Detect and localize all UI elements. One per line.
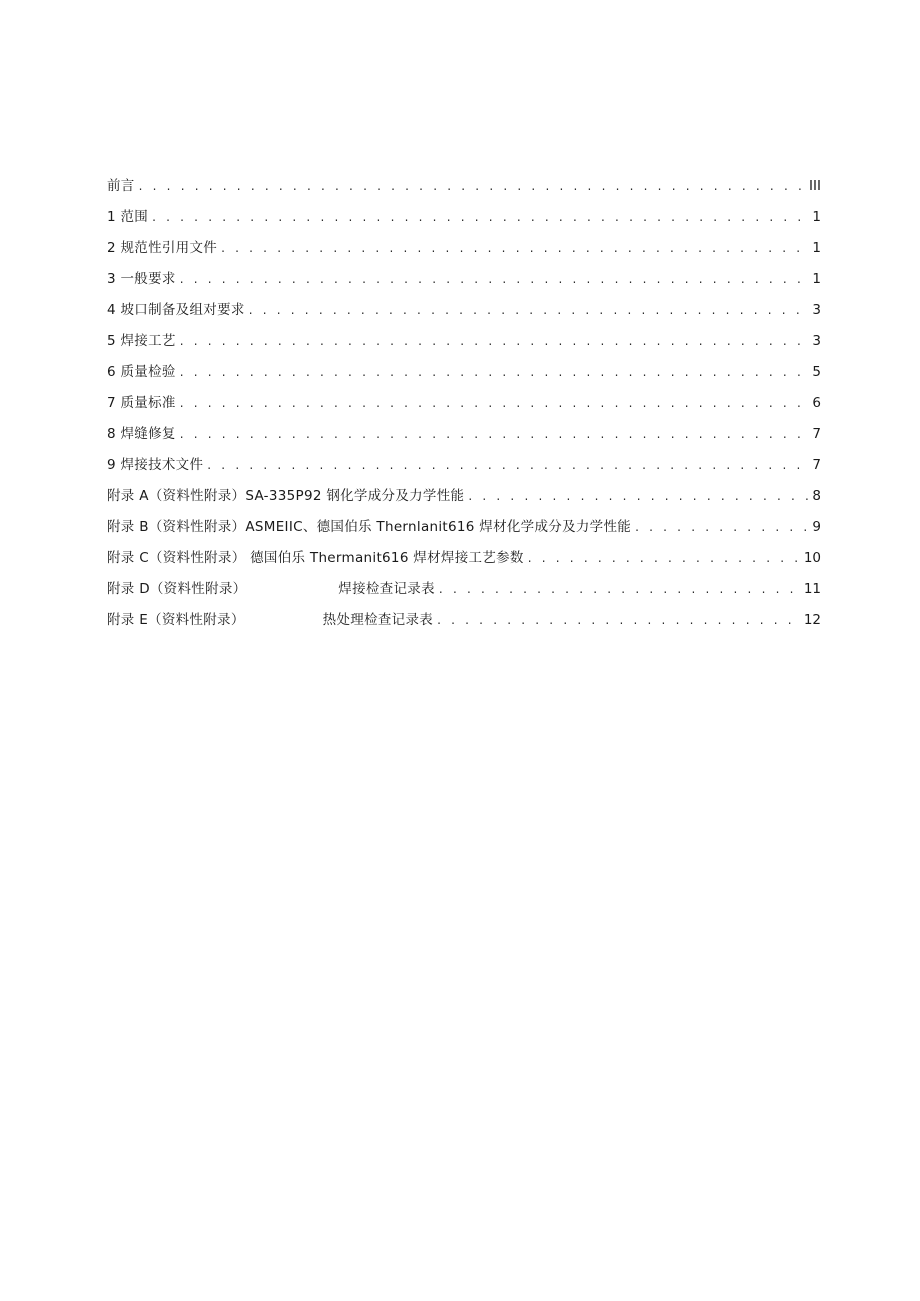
toc-entry-title: 附录 A（资料性附录）SA-335P92 钢化学成分及力学性能 <box>107 488 465 504</box>
toc-dot-leader <box>528 546 802 570</box>
toc-entry-normative-references[interactable] <box>107 236 821 267</box>
toc-entry-title: 6 质量检验 <box>107 364 176 380</box>
toc-page-number: 5 <box>812 364 821 380</box>
toc-dot-leader <box>437 608 802 632</box>
toc-dot-leader <box>180 267 811 291</box>
toc-dot-leader <box>139 174 807 198</box>
toc-dot-leader <box>180 422 811 446</box>
toc-entry-welding-process[interactable] <box>107 329 821 360</box>
toc-entry-title: 9 焊接技术文件 <box>107 457 204 473</box>
toc-dot-leader <box>439 577 802 601</box>
toc-entry-appendix-a[interactable] <box>107 484 821 515</box>
toc-page-number: 3 <box>812 302 821 318</box>
toc-page-number: 6 <box>812 395 821 411</box>
toc-entry-appendix-e[interactable] <box>107 608 821 639</box>
toc-entry-welding-documents[interactable] <box>107 453 821 484</box>
toc-page-number: 8 <box>812 488 821 504</box>
toc-entry-title: 7 质量标准 <box>107 395 176 411</box>
toc-page-number: 1 <box>812 240 821 256</box>
toc-entry-title: 4 坡口制备及组对要求 <box>107 302 245 318</box>
toc-entry-title: 5 焊接工艺 <box>107 333 176 349</box>
toc-page-number: 7 <box>812 426 821 442</box>
toc-dot-leader <box>180 329 811 353</box>
toc-entry-title: 3 一般要求 <box>107 271 176 287</box>
toc-dot-leader <box>152 205 810 229</box>
toc-entry-groove-preparation[interactable] <box>107 298 821 329</box>
toc-entry-appendix-b[interactable] <box>107 515 821 546</box>
toc-dot-leader <box>249 298 811 322</box>
toc-entry-quality-inspection[interactable] <box>107 360 821 391</box>
toc-dot-leader <box>468 484 810 508</box>
toc-entry-title: 附录 B（资料性附录）ASMEIIC、德国伯乐 Thernlanit616 焊材化学成分及力学性能 <box>107 519 632 535</box>
toc-page-number: 10 <box>803 550 821 566</box>
toc-entry-appendix-d[interactable] <box>107 577 821 608</box>
toc-page-number: 7 <box>812 457 821 473</box>
toc-entry-title: 1 范围 <box>107 209 149 225</box>
toc-page-number: III <box>809 178 821 194</box>
toc-entry-appendix-c[interactable] <box>107 546 821 577</box>
toc-entry-quality-standards[interactable] <box>107 391 821 422</box>
toc-entry-weld-repair[interactable] <box>107 422 821 453</box>
toc-entry-general-requirements[interactable] <box>107 267 821 298</box>
toc-entry-title: 2 规范性引用文件 <box>107 240 218 256</box>
toc-entry-title: 附录 C（资料性附录） 德国伯乐 Thermanit616 焊材焊接工艺参数 <box>107 550 524 566</box>
toc-entry-scope[interactable] <box>107 205 821 236</box>
toc-page-number: 1 <box>812 209 821 225</box>
toc-entry-title: 前言 <box>107 178 135 194</box>
toc-page-number: 11 <box>803 581 821 597</box>
toc-entry-preface[interactable] <box>107 174 821 205</box>
toc-page-number: 3 <box>812 333 821 349</box>
toc-dot-leader <box>207 453 810 477</box>
toc-dot-leader <box>221 236 810 260</box>
toc-dot-leader <box>635 515 810 539</box>
toc-entry-title: 附录 E（资料性附录） 热处理检查记录表 <box>107 612 434 628</box>
toc-page-number: 1 <box>812 271 821 287</box>
toc-dot-leader <box>180 360 811 384</box>
toc-dot-leader <box>180 391 811 415</box>
toc-entry-title: 8 焊缝修复 <box>107 426 176 442</box>
toc-page-number: 9 <box>812 519 821 535</box>
toc-entry-title: 附录 D（资料性附录） 焊接检查记录表 <box>107 581 435 597</box>
table-of-contents <box>107 174 821 639</box>
toc-page-number: 12 <box>803 612 821 628</box>
